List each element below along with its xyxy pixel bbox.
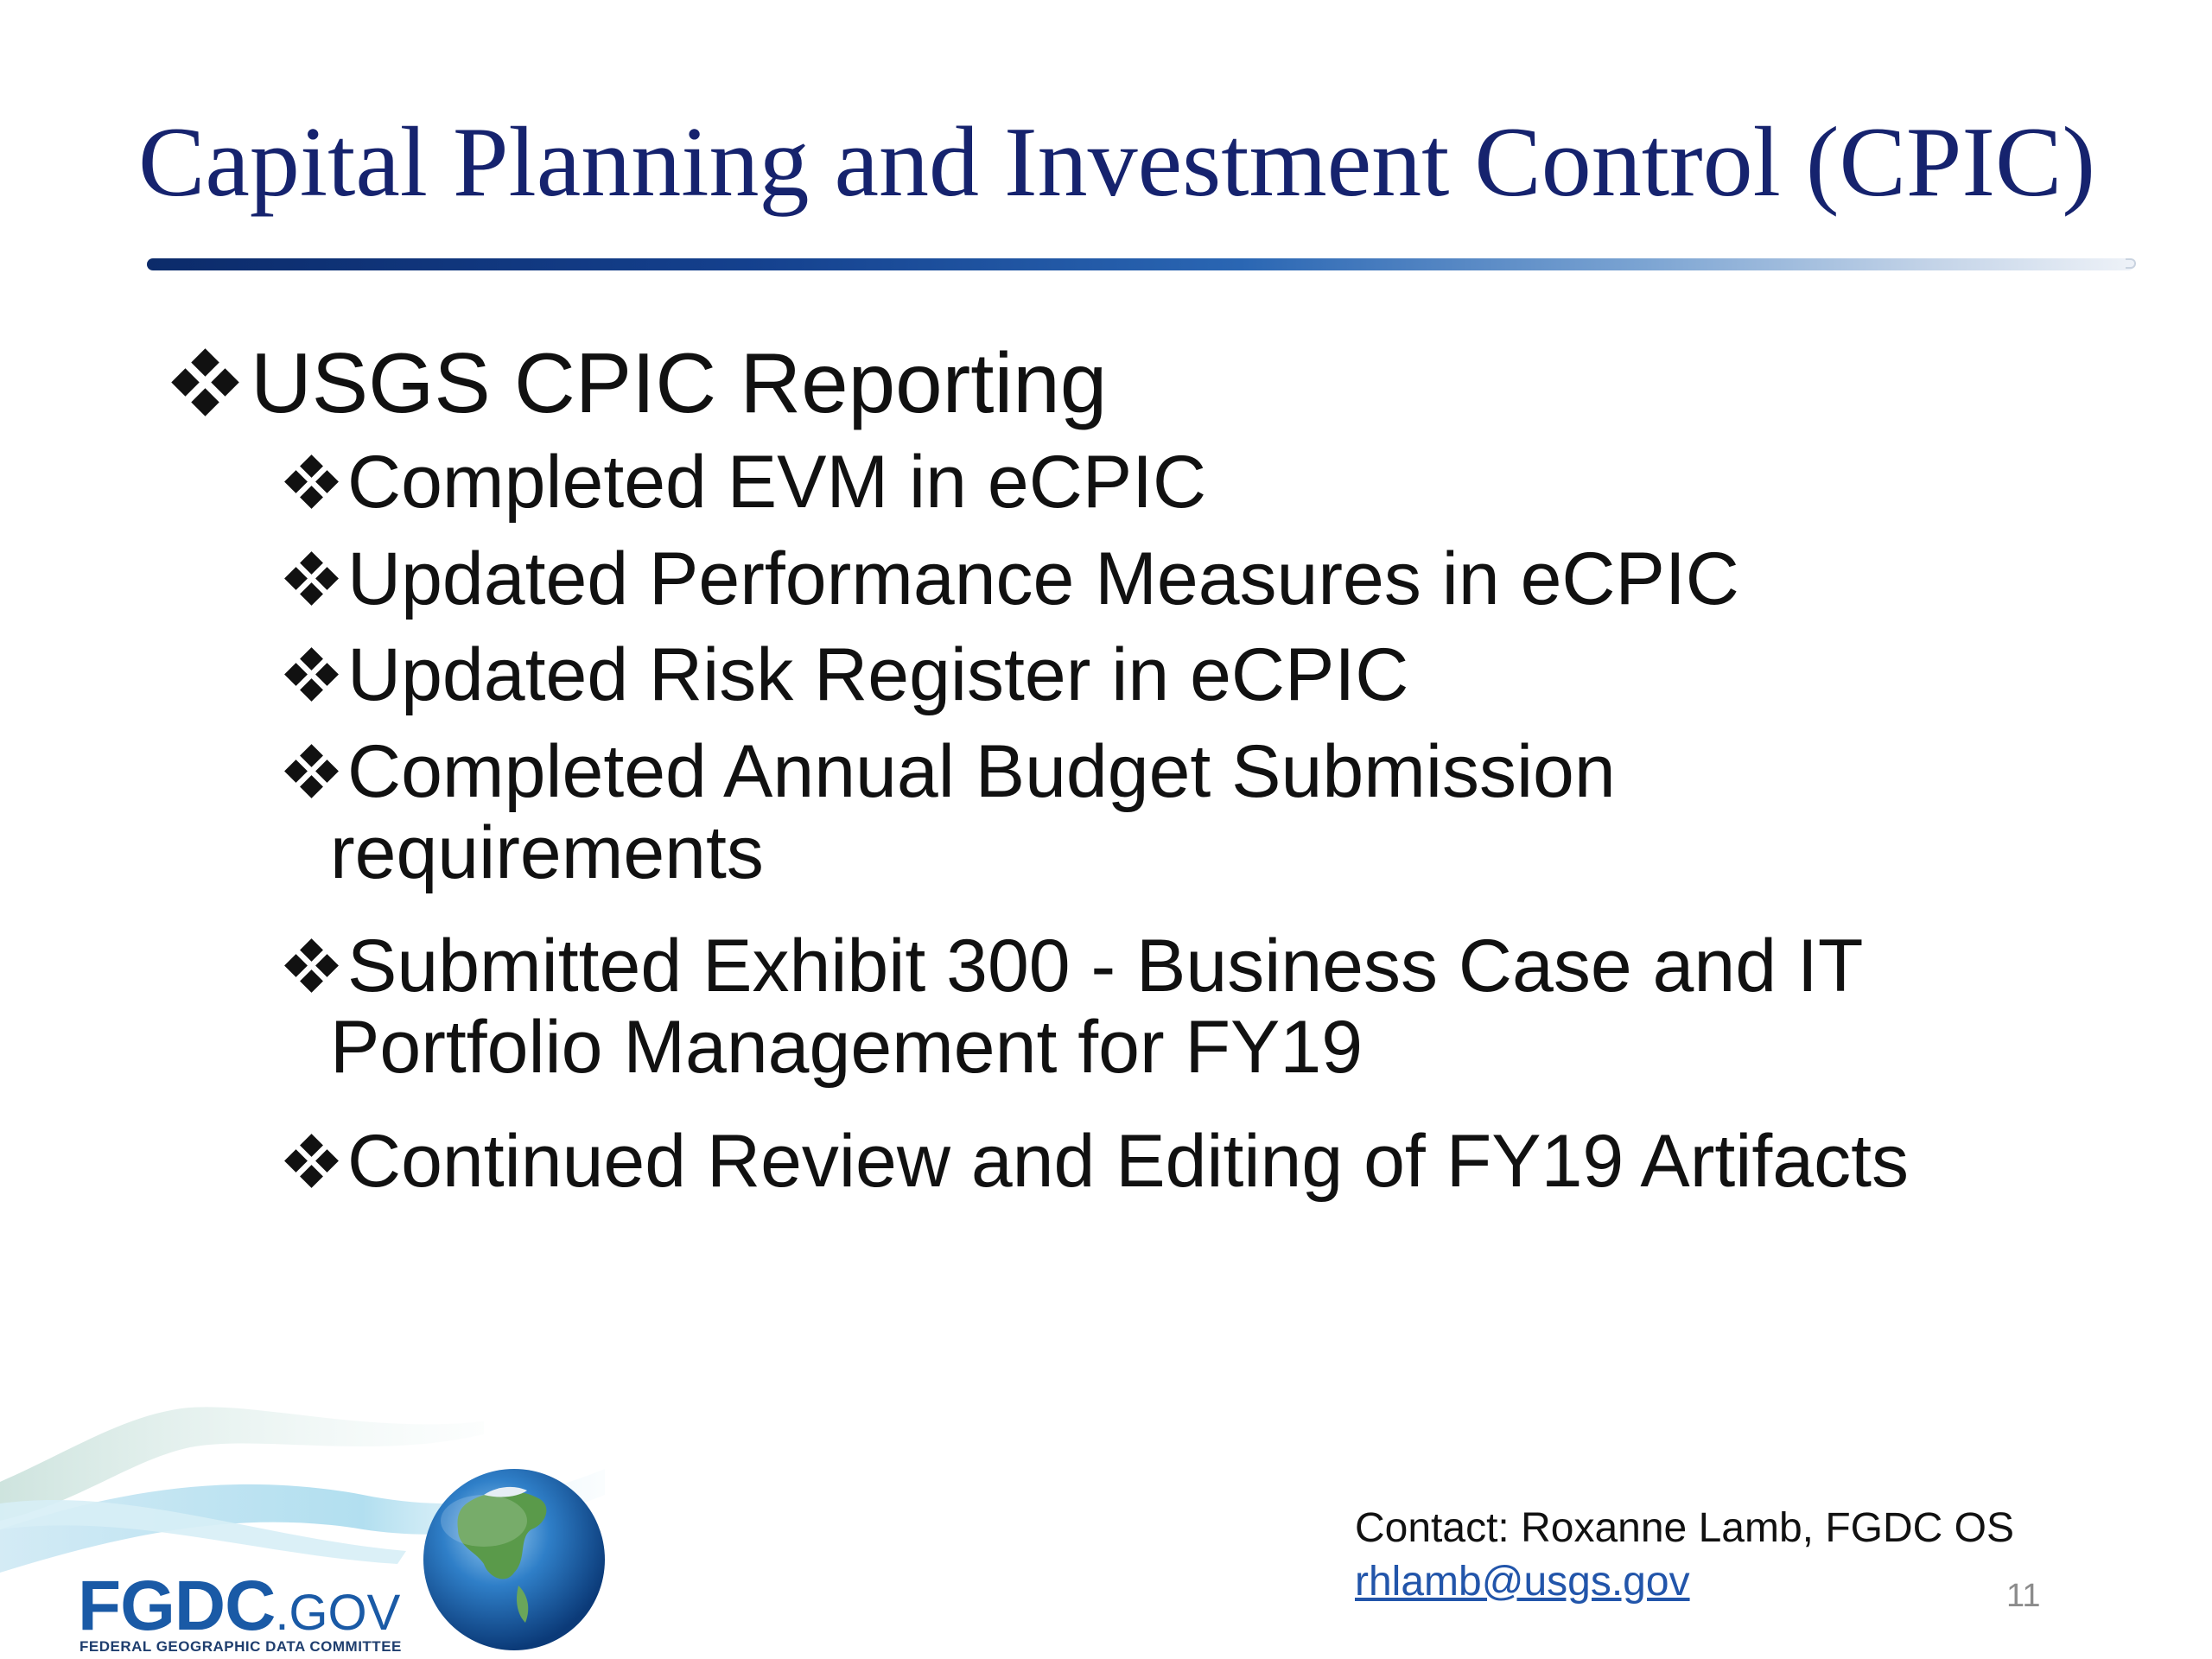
bullet-text: Continued Review and Editing of FY19 Artifacts <box>347 1120 1910 1203</box>
logo-main-text: FGDC <box>78 1567 276 1645</box>
logo-suffix-text: .GOV <box>275 1585 401 1641</box>
logo-wordmark <box>78 1566 400 1647</box>
list-item <box>285 441 1206 524</box>
diamond-bullet-icon <box>285 939 339 993</box>
heading-text: USGS CPIC Reporting <box>251 335 1108 430</box>
list-item <box>285 537 1739 620</box>
bullet-text-continued: requirements <box>330 811 764 894</box>
title-underline-end <box>2126 258 2136 269</box>
diamond-bullet-icon <box>285 648 339 702</box>
bullet-text-continued: Portfolio Management for FY19 <box>330 1006 1363 1089</box>
list-item <box>285 1120 1909 1203</box>
bullet-text: Updated Risk Register in eCPIC <box>347 633 1409 716</box>
bullet-text: Updated Performance Measures in eCPIC <box>347 537 1739 620</box>
list-item <box>285 730 1616 893</box>
slide-title: Capital Planning and Investment Control (CPIC) <box>138 107 2096 218</box>
diamond-bullet-icon <box>285 1135 339 1188</box>
heading-bullet <box>173 335 1107 430</box>
list-item <box>285 633 1408 716</box>
list-item <box>285 925 1863 1087</box>
bullet-text: Completed EVM in eCPIC <box>347 441 1207 524</box>
diamond-bullet-icon <box>285 552 339 606</box>
contact-label: Contact: Roxanne Lamb, FGDC OS <box>1355 1505 2014 1551</box>
title-underline <box>147 258 2134 270</box>
diamond-bullet-icon <box>285 745 339 798</box>
contact-block <box>1355 1502 2014 1609</box>
contact-email-link[interactable]: rhlamb@usgs.gov <box>1355 1559 1690 1605</box>
page-number: 11 <box>2006 1578 2041 1614</box>
logo-subtitle: FEDERAL GEOGRAPHIC DATA COMMITTEE <box>79 1638 402 1655</box>
bullet-text: Completed Annual Budget Submission <box>347 730 1616 813</box>
bullet-text: Submitted Exhibit 300 - Business Case and IT <box>347 925 1864 1007</box>
diamond-bullet-icon <box>173 350 238 416</box>
diamond-bullet-icon <box>285 455 339 509</box>
